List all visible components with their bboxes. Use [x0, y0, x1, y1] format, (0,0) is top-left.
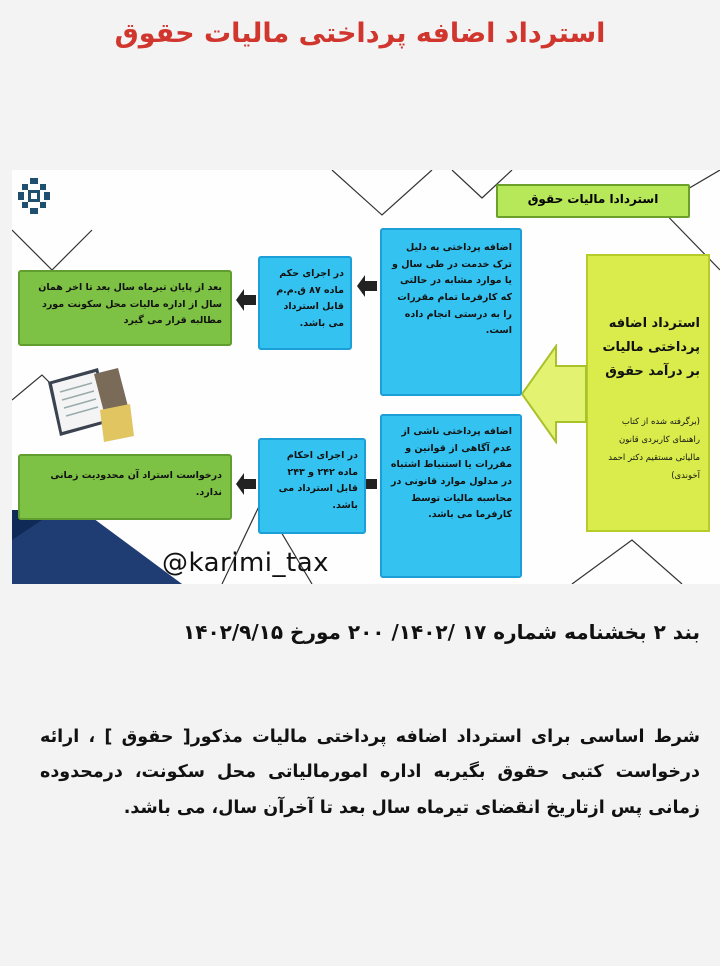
main-box-source: (برگرفته شده از کتاب راهنمای کاربردی قانون مالیاتی مستقیم دکتر احمد آخوندی) [608, 417, 700, 481]
condition-paragraph: شرط اساسی برای استرداد اضافه پرداختی مالیات مذکور[ حقوق ] ، ارائه درخواست کتبی حقوق بگیربه اداره امورمالیاتی محل سکونت، درمحدوده زمانی پس ازتاریخ انقضای تیرماه سال بعد تا آخرآن سال، می باشد. [40, 727, 700, 818]
case1-result-box [18, 270, 232, 346]
circular-reference: بند ۲ بخشنامه شماره ۱۷ /۱۴۰۲/ ۲۰۰ مورخ ۱۴۰۲/۹/۱۵ [183, 620, 700, 644]
main-box-title: استرداد اضافه پرداختی مالیات بر درآمد حقوق [602, 316, 700, 380]
case1-rule-box [258, 256, 352, 350]
documents-illustration-icon [44, 364, 136, 444]
case1-condition-text: اضافه پرداختی به دلیل ترک خدمت در طی سال و یا موارد مشابه در حالتی که کارفرما تمام مقررات را به درستی انجام داده است. [392, 242, 512, 337]
case2-result-box [18, 454, 232, 520]
main-left-arrow-icon [520, 344, 590, 444]
case1-arrow-icon [355, 274, 379, 298]
case1-result-text: بعد از پایان تیرماه سال بعد تا اخر همان سال از اداره مالیات محل سکونت مورد مطالبه قرار می گیرد [38, 282, 222, 327]
case2-result-text: درخواست استراد آن محدودیت زمانی ندارد. [50, 470, 222, 498]
case2-result-arrow-icon [234, 472, 258, 496]
case2-condition-box [380, 414, 522, 578]
case2-condition-text: اضافه پرداختی ناشی از عدم آگاهی از قوانین و مقررات یا استنباط اشتباه در مدلول موارد قانونی در محاسبه مالیات توسط کارفرما می باشد. [390, 426, 512, 521]
watermark-text: @karimi_tax [162, 548, 330, 578]
case2-rule-box [258, 438, 366, 534]
main-box [586, 254, 710, 532]
watermark [162, 548, 329, 578]
case2-rule-text: در اجرای احکام ماده ۲۴۲ و ۲۴۳ قابل استرداد می باشد. [278, 450, 358, 511]
page-title: استرداد اضافه پرداختی مالیات حقوق [114, 18, 606, 49]
tax-refund-diagram [12, 170, 720, 584]
diagram-header: استردادا مالیات حقوق [496, 184, 690, 218]
case1-result-arrow-icon [234, 288, 258, 312]
organization-logo-icon [16, 176, 52, 216]
case1-condition-box [380, 228, 522, 396]
case1-rule-text: در اجرای حکم ماده ۸۷ ق.م.م قابل استرداد می باشد. [276, 268, 344, 329]
